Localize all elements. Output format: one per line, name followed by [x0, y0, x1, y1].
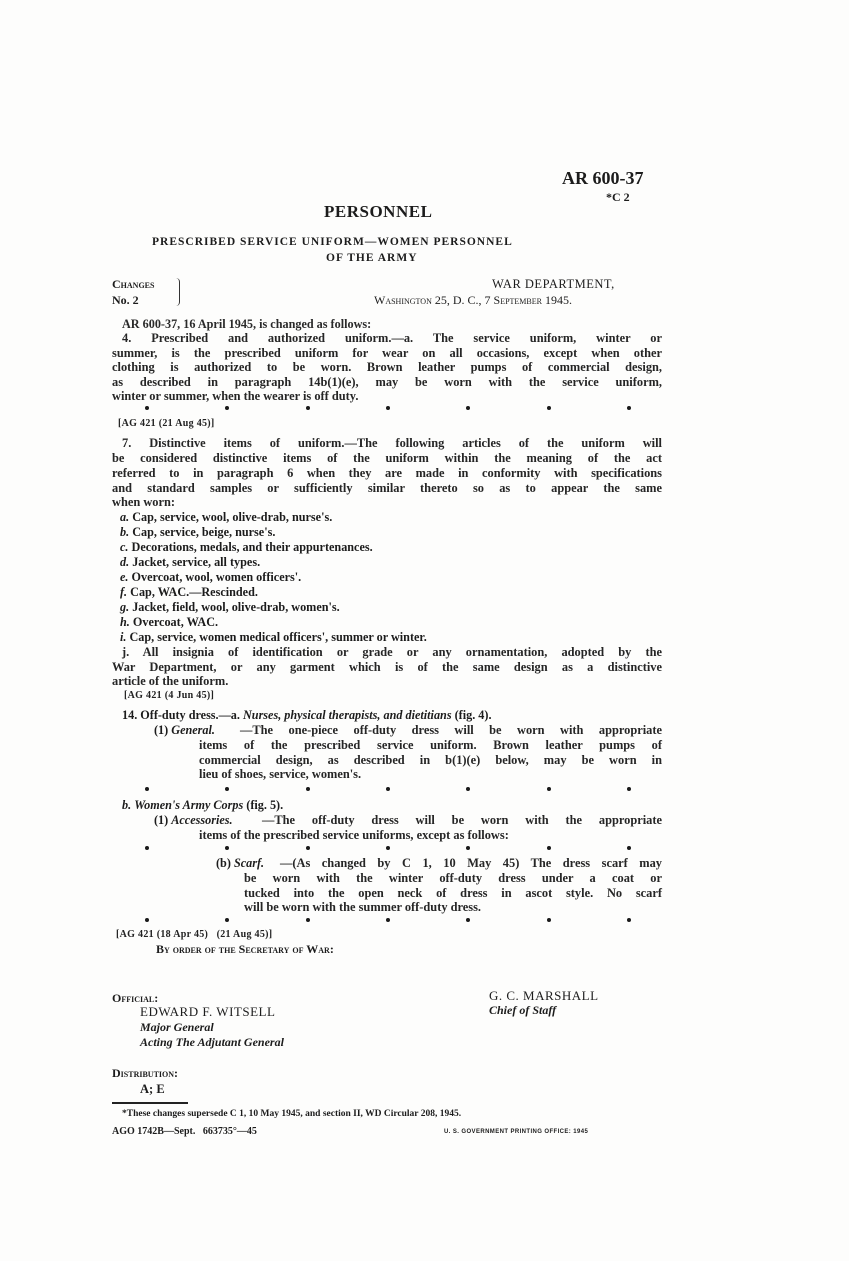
- list-item: b. Cap, service, beige, nurse's.: [120, 525, 276, 539]
- list-item: c. Decorations, medals, and their appurtenances.: [120, 540, 373, 554]
- list-item: g. Jacket, field, wool, olive-drab, women's.: [120, 600, 340, 614]
- list-item: f. Cap, WAC.—Rescinded.: [120, 585, 258, 599]
- para4-line: clothing is authorized to be worn. Brown leather pumps of commercial design,: [112, 360, 662, 374]
- official-name: EDWARD F. WITSELL: [140, 1004, 276, 1019]
- distribution-label: Distribution:: [112, 1066, 179, 1080]
- para7-line: 7. Distinctive items of uniform.—The following articles of the uniform will: [122, 436, 662, 450]
- signer-name: G. C. MARSHALL: [489, 988, 599, 1003]
- para4-line: winter or summer, when the wearer is off duty.: [112, 389, 359, 403]
- page-title: PERSONNEL: [324, 202, 433, 221]
- list-item: d. Jacket, service, all types.: [120, 555, 261, 569]
- document-subtitle-line1: PRESCRIBED SERVICE UNIFORM—WOMEN PERSONNEL: [152, 236, 513, 248]
- para7-line: referred to in paragraph 6 when they are made in conformity with specifications: [112, 466, 662, 480]
- official-title: Acting The Adjutant General: [140, 1035, 284, 1049]
- para7-line: when worn:: [112, 495, 175, 509]
- general-line: —The one-piece off-duty dress will be worn with appropriate: [240, 723, 662, 737]
- para7-line: and standard samples or sufficiently similar thereto so as to appear the same: [112, 481, 662, 495]
- change-mark: *C 2: [606, 190, 630, 204]
- document-subtitle-line2: OF THE ARMY: [326, 252, 418, 264]
- para14-heading: 14. Off-duty dress.—a. Nurses, physical therapists, and dietitians (fig. 4).: [122, 708, 492, 722]
- para4-line: 4. Prescribed and authorized uniform.—a. The service uniform, winter or: [122, 331, 662, 345]
- list-item-j-line: War Department, or any garment which is of the same design as a distinctive: [112, 660, 662, 674]
- list-item-j-line: j. All insignia of identification or grade or any ornamentation, adopted by the: [122, 645, 662, 659]
- para14-reference: [AG 421 (18 Apr 45) (21 Aug 45)]: [116, 929, 273, 940]
- list-item: h. Overcoat, WAC.: [120, 615, 219, 629]
- ellipsis-dots: [145, 787, 631, 791]
- scarf-line: will be worn with the summer off-duty dress.: [244, 900, 482, 914]
- printer-imprint: U. S. GOVERNMENT PRINTING OFFICE: 1945: [444, 1129, 589, 1135]
- scarf-label: (b) Scarf.: [216, 856, 265, 870]
- scarf-line: be worn with the winter off-duty dress under a coat or: [244, 871, 662, 885]
- ellipsis-dots: [145, 846, 631, 850]
- footnote-rule: [112, 1102, 188, 1104]
- list-item-j-line: article of the uniform.: [112, 674, 229, 688]
- print-code: AGO 1742B—Sept. 663735°—45: [112, 1126, 257, 1137]
- department-name: WAR DEPARTMENT,: [492, 277, 615, 291]
- list-item: e. Overcoat, wool, women officers'.: [120, 570, 302, 584]
- general-line: commercial design, as described in b(1)(e) below, may be worn in: [199, 753, 662, 767]
- list-item: i. Cap, service, women medical officers', summer or winter.: [120, 630, 427, 644]
- ellipsis-dots: [145, 918, 631, 922]
- scarf-line: —(As changed by C 1, 10 May 45) The dress scarf may: [280, 856, 662, 870]
- changes-number: No. 2: [112, 293, 139, 307]
- general-line: items of the prescribed service uniform. Brown leather pumps of: [199, 738, 662, 752]
- distribution-value: A; E: [140, 1082, 165, 1096]
- para7-line: be considered distinctive items of the uniform within the meaning of the act: [112, 451, 662, 465]
- regulation-number: AR 600-37: [562, 168, 644, 188]
- official-rank: Major General: [140, 1020, 214, 1034]
- changes-label: Changes: [112, 277, 155, 291]
- general-line: lieu of shoes, service, women's.: [199, 767, 362, 781]
- official-label: Official:: [112, 991, 159, 1005]
- general-label: (1) General.: [154, 723, 215, 737]
- footnote: *These changes supersede C 1, 10 May 1945, and section II, WD Circular 208, 1945.: [122, 1109, 462, 1119]
- ellipsis-dots: [145, 406, 631, 410]
- accessories-line: —The off-duty dress will be worn with the appropriate: [262, 813, 662, 827]
- accessories-label: (1) Accessories.: [154, 813, 233, 827]
- para4-reference: [AG 421 (21 Aug 45)]: [118, 418, 215, 429]
- subsection-b-heading: b. Women's Army Corps (fig. 5).: [122, 798, 284, 812]
- list-item: a. Cap, service, wool, olive-drab, nurse's.: [120, 510, 333, 524]
- by-order-line: By order of the Secretary of War:: [156, 942, 334, 956]
- para4-line: summer, is the prescribed uniform for wear on all occasions, except when other: [112, 346, 662, 360]
- intro-line: AR 600-37, 16 April 1945, is changed as follows:: [122, 317, 372, 331]
- accessories-line: items of the prescribed service uniforms, except as follows:: [199, 828, 509, 842]
- para4-line: as described in paragraph 14b(1)(e), may be worn with the service uniform,: [112, 375, 662, 389]
- location-date: Washington 25, D. C., 7 September 1945.: [374, 293, 572, 307]
- signer-title: Chief of Staff: [489, 1003, 557, 1017]
- para7-reference: [AG 421 (4 Jun 45)]: [124, 690, 215, 701]
- brace: [175, 278, 180, 306]
- scarf-line: tucked into the open neck of dress in ascot style. No scarf: [244, 886, 662, 900]
